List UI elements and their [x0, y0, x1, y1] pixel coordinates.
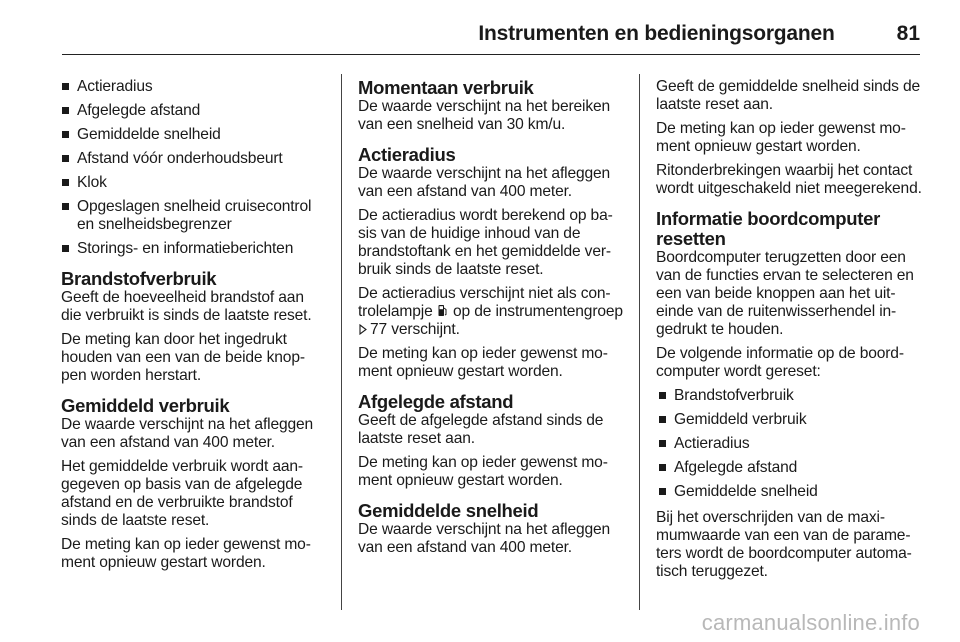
paragraph: Het gemiddelde verbruik wordt aangegeven op basis van de afgelegde afstand en de verbruikte brandstof sinds de laatste reset. [61, 458, 304, 529]
section-heading-afgelegde-afstand: Afgelegde afstand [358, 391, 514, 412]
text-fragment: De actieradius verschijnt niet als controlelampje [358, 285, 611, 320]
paragraph: Geeft de gemiddelde snelheid sinds de laatste reset aan. [656, 78, 921, 113]
page-number: 81 [896, 22, 920, 45]
paragraph: De meting kan door het ingedrukt houden van een van de beide knoppen worden herstart. [61, 331, 306, 384]
column-3 [656, 78, 924, 587]
list-item: Gemiddelde snelheid [658, 483, 924, 501]
section-heading-actieradius: Actieradius [358, 144, 456, 165]
list-item: Gemiddelde snelheid [61, 126, 325, 144]
section-heading-brandstofverbruik: Brandstofverbruik [61, 268, 217, 289]
paragraph: Geeft de hoeveelheid brandstof aan die verbruikt is sinds de laatste reset. [61, 289, 312, 324]
paragraph: De waarde verschijnt na het afleggen van een afstand van 400 meter. [61, 416, 314, 451]
paragraph: De meting kan op ieder gewenst moment opnieuw gestart worden. [656, 120, 906, 155]
paragraph: De meting kan op ieder gewenst moment opnieuw gestart worden. [61, 536, 311, 571]
list-item: Gemiddeld verbruik [658, 411, 924, 429]
display-functions-list [61, 78, 325, 258]
paragraph: De waarde verschijnt na het afleggen van een afstand van 400 meter. [358, 521, 611, 556]
list-item: Klok [61, 174, 325, 192]
list-item: Afgelegde afstand [61, 102, 325, 120]
list-item: Brandstofverbruik [658, 387, 924, 405]
paragraph-with-icon [358, 285, 624, 339]
paragraph: Bij het overschrijden van de maximumwaarde van een van de parameters wordt de boordcomputer automatisch teruggezet. [656, 509, 912, 580]
column-2 [358, 78, 624, 563]
paragraph: De waarde verschijnt na het bereiken van een snelheid van 30 km/u. [358, 98, 611, 133]
paragraph: Geeft de afgelegde afstand sinds de laatste reset aan. [358, 412, 604, 447]
paragraph: De actieradius wordt berekend op basis van de huidige inhoud van de brandstoftank en het gemiddelde verbruik sinds de laatste reset. [358, 207, 613, 278]
column-1 [61, 78, 325, 578]
text-fragment: op de instrumentengroep [453, 303, 623, 320]
section-heading-reset: Informatie boordcomputer resetten [656, 208, 881, 249]
list-item: Storings- en informatieberichten [61, 240, 325, 258]
section-heading-gemiddeld-verbruik: Gemiddeld verbruik [61, 395, 230, 416]
list-item: Afgelegde afstand [658, 459, 924, 477]
paragraph: De meting kan op ieder gewenst moment opnieuw gestart worden. [358, 345, 608, 380]
section-heading-gemiddelde-snelheid: Gemiddelde snelheid [358, 500, 539, 521]
text-fragment: verschijnt. [391, 321, 460, 338]
list-item: Afstand vóór onderhoudsbeurt [61, 150, 325, 168]
paragraph: De meting kan op ieder gewenst moment opnieuw gestart worden. [358, 454, 608, 489]
paragraph: Boordcomputer terugzetten door een van de functies ervan te selecteren en een van beide knoppen aan het uiteinde van de ruitenwisserhendel ingedrukt te houden. [656, 249, 914, 338]
column-divider-2 [639, 74, 640, 610]
page-reference-link[interactable]: 77 [370, 321, 388, 338]
paragraph: De volgende informatie op de boordcomputer wordt gereset: [656, 345, 905, 380]
list-item: Actieradius [658, 435, 924, 453]
page-reference-arrow-icon [359, 324, 367, 335]
paragraph: Ritonderbrekingen waarbij het contact wordt uitgeschakeld niet meegerekend. [656, 162, 922, 197]
list-item: Actieradius [61, 78, 325, 96]
fuel-pump-icon [438, 304, 447, 317]
section-heading-momentaan-verbruik: Momentaan verbruik [358, 77, 534, 98]
watermark: carmanualsonline.info [701, 610, 920, 635]
column-divider-1 [341, 74, 342, 610]
list-item: Opgeslagen snelheid cruisecontrol en snelheidsbegrenzer [61, 198, 325, 234]
page-header [62, 14, 920, 55]
reset-items-list [656, 387, 924, 501]
header-title: Instrumenten en bedieningsorganen [478, 22, 835, 45]
paragraph: De waarde verschijnt na het afleggen van een afstand van 400 meter. [358, 165, 611, 200]
